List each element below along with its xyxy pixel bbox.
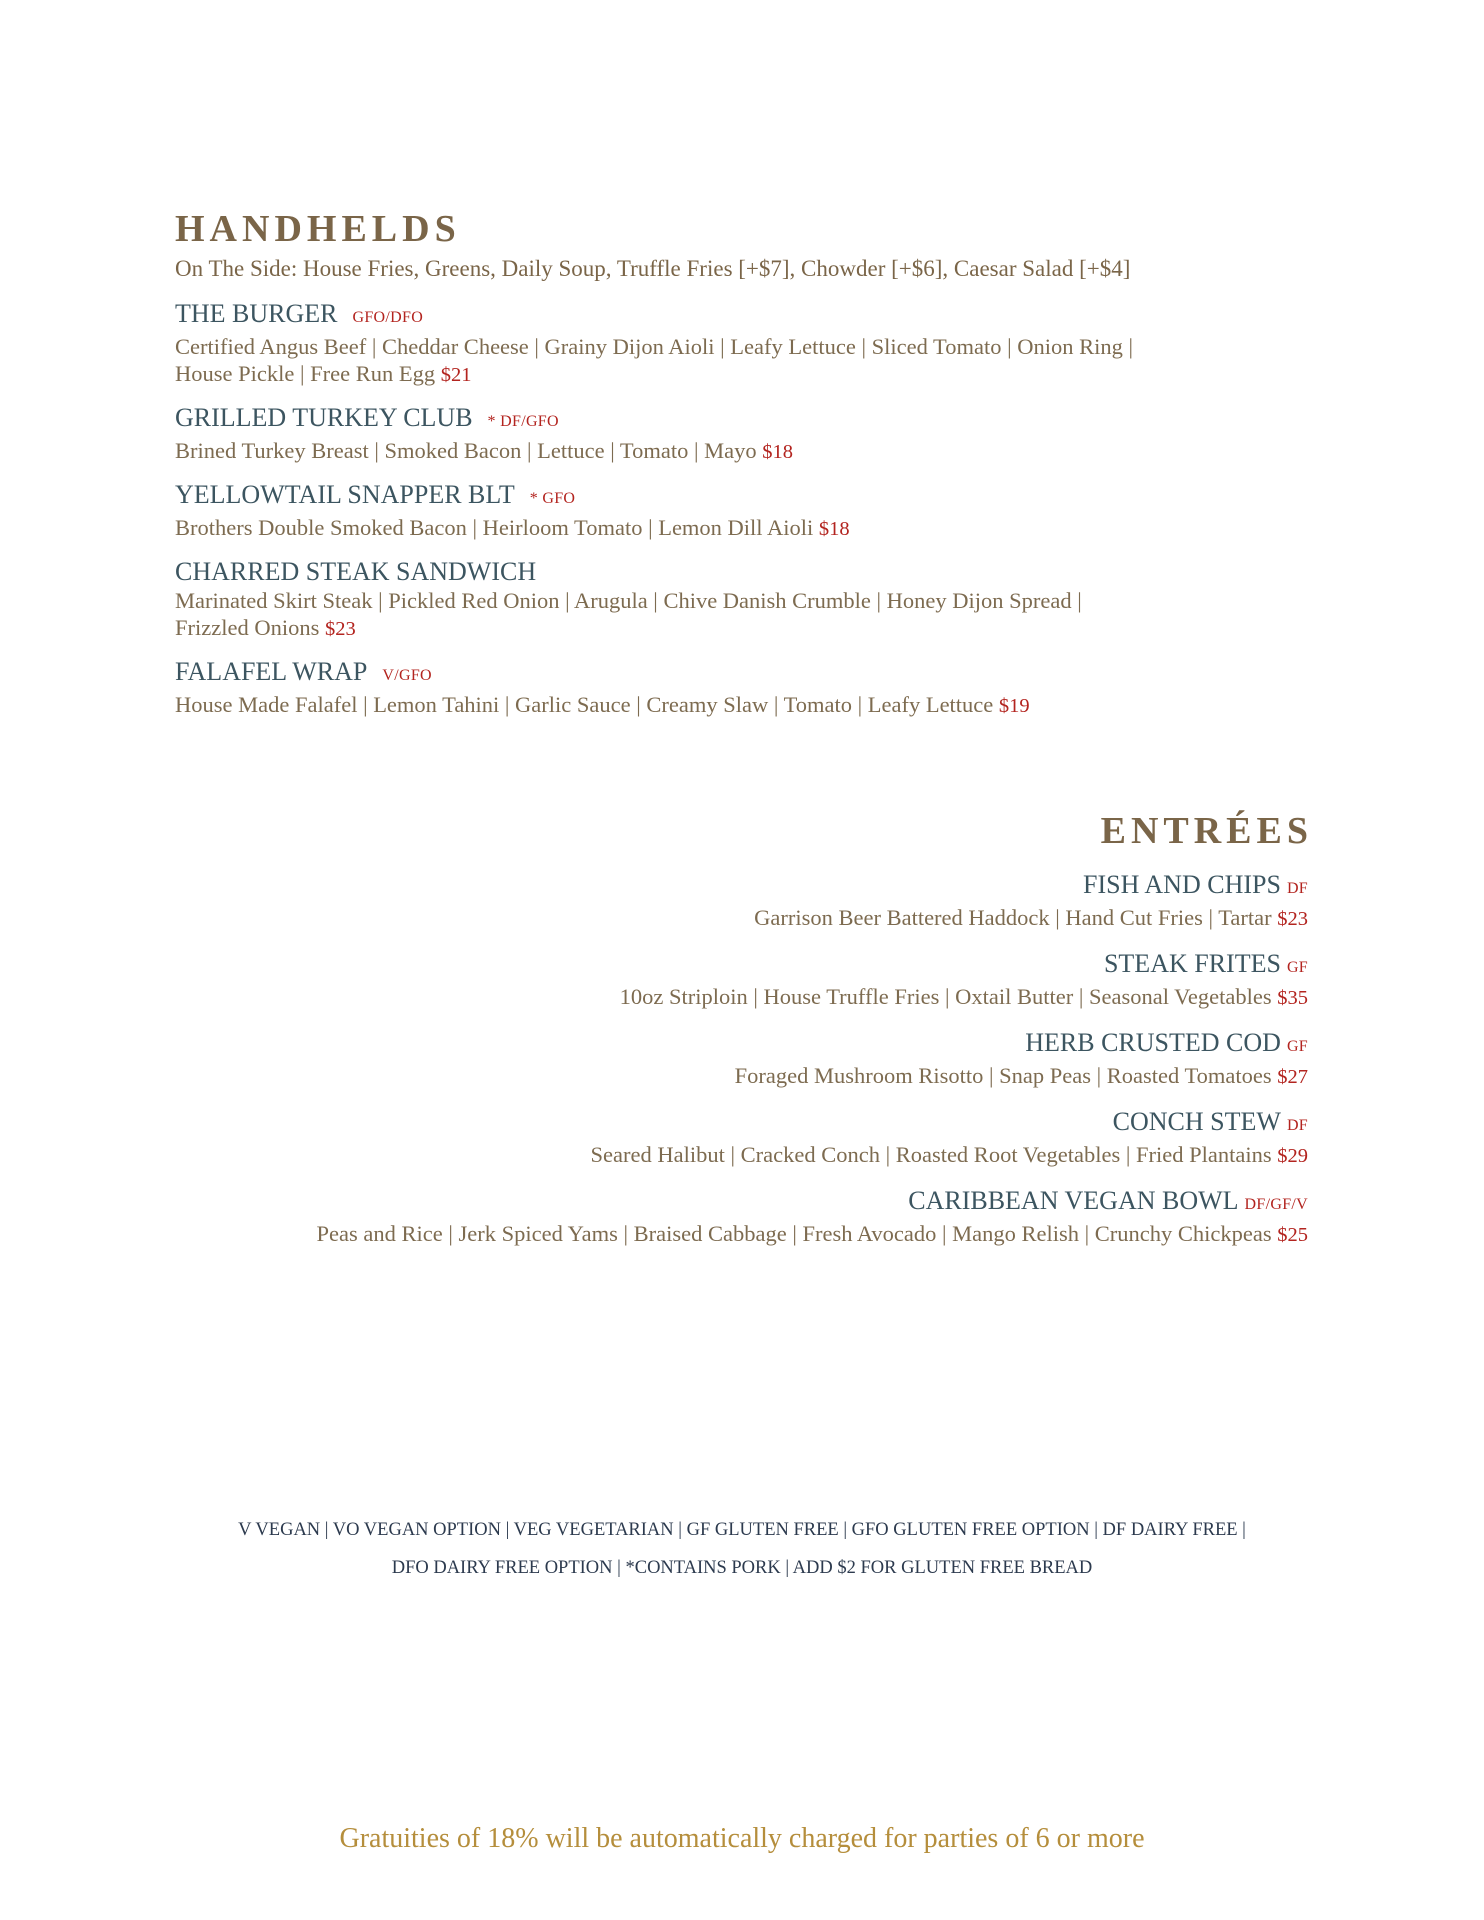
item-name: FISH AND CHIPS: [1082, 870, 1281, 899]
item-description: House Made Falafel | Lemon Tahini | Garlic Sauce | Creamy Slaw | Tomato | Leafy Lettuce: [175, 692, 994, 717]
handhelds-title: HANDHELDS: [175, 208, 461, 250]
item-price: $29: [1277, 1145, 1308, 1167]
item-price: $25: [1277, 1224, 1308, 1246]
dietary-tag: * GFO: [529, 490, 576, 507]
item-price: $27: [1277, 1066, 1308, 1088]
dietary-tag: GF: [1286, 959, 1308, 976]
entrees-title: ENTRÉES: [1100, 810, 1313, 852]
menu-item-steak-frites: [168, 949, 1308, 1012]
item-name: STEAK FRITES: [1103, 949, 1281, 978]
item-description: 10oz Striploin | House Truffle Fries | Oxtail Butter | Seasonal Vegetables: [619, 984, 1272, 1009]
dietary-tag: GF: [1286, 1038, 1308, 1055]
dietary-tag: DF: [1286, 1117, 1308, 1134]
menu-item-conch-stew: [168, 1107, 1308, 1170]
gratuity-notice: Gratuities of 18% will be automatically charged for parties of 6 or more: [339, 1823, 1145, 1854]
dietary-legend: [0, 1511, 1484, 1587]
menu-item-falafel-wrap: [175, 657, 1315, 720]
item-name: CARIBBEAN VEGAN BOWL: [908, 1186, 1239, 1215]
item-name: HERB CRUSTED COD: [1025, 1028, 1281, 1057]
menu-item-yellowtail-snapper-blt: [175, 480, 1315, 543]
item-description-cont: House Pickle | Free Run Egg: [175, 361, 436, 386]
entrees-section: [168, 808, 1313, 1249]
item-price: $18: [762, 441, 793, 463]
item-description: Marinated Skirt Steak | Pickled Red Onion | Arugula | Chive Danish Crumble | Honey Dijon Spread |: [175, 588, 1082, 613]
item-description-cont: Frizzled Onions: [175, 615, 320, 640]
item-price: $35: [1277, 987, 1308, 1009]
dietary-tag: GFO/DFO: [352, 309, 424, 326]
legend-line-1: V VEGAN | VO VEGAN OPTION | VEG VEGETARIAN | GF GLUTEN FREE | GFO GLUTEN FREE OPTION | DF DAIRY FREE |: [238, 1520, 1246, 1540]
handhelds-sides: On The Side: House Fries, Greens, Daily Soup, Truffle Fries [+$7], Chowder [+$6], Caesar Salad [+$4]: [175, 256, 1131, 281]
menu-item-herb-crusted-cod: [168, 1028, 1308, 1091]
dietary-tag: V/GFO: [382, 667, 432, 684]
item-name: CHARRED STEAK SANDWICH: [175, 557, 537, 586]
item-description: Foraged Mushroom Risotto | Snap Peas | Roasted Tomatoes: [734, 1063, 1272, 1088]
item-name: GRILLED TURKEY CLUB: [175, 403, 473, 432]
item-price: $19: [998, 695, 1030, 717]
item-name: THE BURGER: [175, 299, 338, 328]
item-description: Garrison Beer Battered Haddock | Hand Cut Fries | Tartar: [754, 905, 1272, 930]
menu-item-caribbean-vegan-bowl: [168, 1186, 1308, 1249]
dietary-tag: DF: [1286, 880, 1308, 897]
item-description: Brined Turkey Breast | Smoked Bacon | Lettuce | Tomato | Mayo: [175, 438, 757, 463]
handhelds-section: [175, 206, 1315, 720]
dietary-tag: * DF/GFO: [487, 413, 559, 430]
menu-item-the-burger: [175, 299, 1315, 389]
item-description: Brothers Double Smoked Bacon | Heirloom Tomato | Lemon Dill Aioli: [175, 515, 814, 540]
menu-item-charred-steak-sandwich: [175, 557, 1315, 643]
item-name: FALAFEL WRAP: [175, 657, 368, 686]
item-name: YELLOWTAIL SNAPPER BLT: [175, 480, 515, 509]
item-price: $21: [440, 364, 472, 386]
menu-item-grilled-turkey-club: [175, 403, 1315, 466]
item-description: Seared Halibut | Cracked Conch | Roasted Root Vegetables | Fried Plantains: [590, 1142, 1272, 1167]
item-description: Peas and Rice | Jerk Spiced Yams | Braised Cabbage | Fresh Avocado | Mango Relish | Crunchy Chickpeas: [316, 1221, 1272, 1246]
legend-line-2: DFO DAIRY FREE OPTION | *CONTAINS PORK | ADD $2 FOR GLUTEN FREE BREAD: [391, 1558, 1093, 1578]
dietary-tag: DF/GF/V: [1244, 1196, 1308, 1213]
item-name: CONCH STEW: [1112, 1107, 1281, 1136]
item-price: $23: [324, 618, 356, 640]
item-price: $18: [818, 518, 850, 540]
menu-item-fish-and-chips: [168, 870, 1308, 933]
item-price: $23: [1277, 908, 1308, 930]
item-description: Certified Angus Beef | Cheddar Cheese | Grainy Dijon Aioli | Leafy Lettuce | Sliced Tomato | Onion Ring |: [175, 334, 1133, 359]
